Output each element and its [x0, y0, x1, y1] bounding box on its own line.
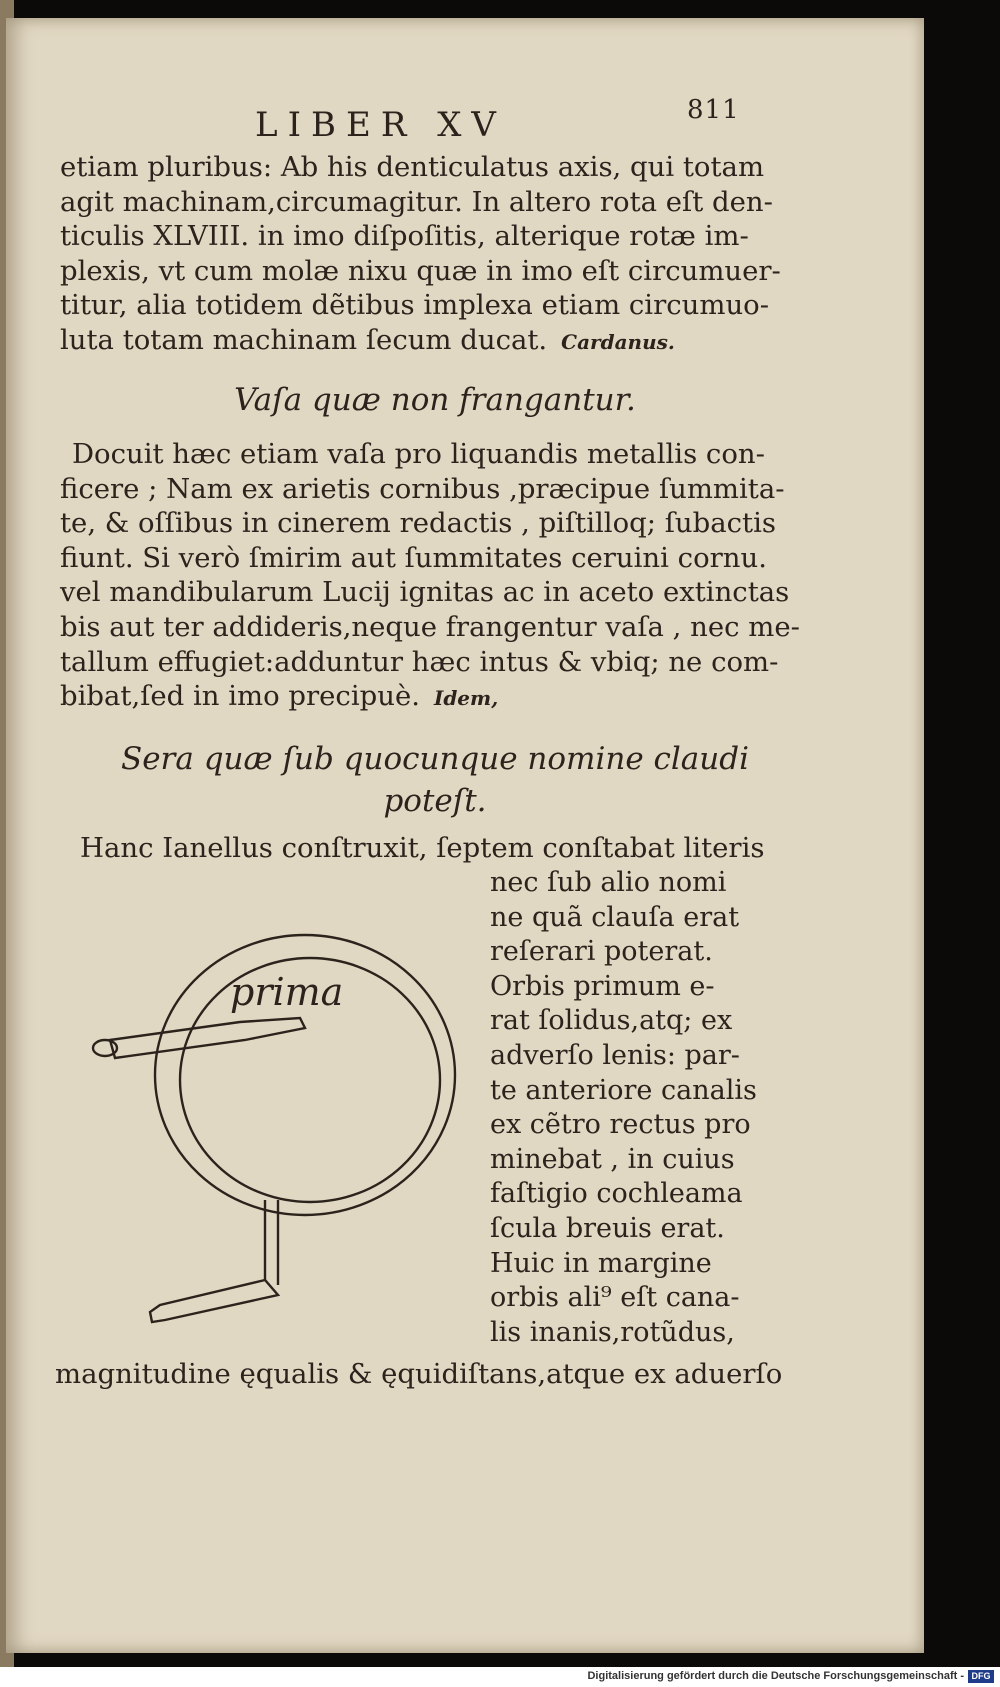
text-line: agit machinam,circumagitur. In altero rota eſt den- — [60, 185, 773, 218]
dfg-logo: DFG — [968, 1670, 994, 1683]
text-line: ficere ; Nam ex arietis cornibus ,præcipue ſummita- — [60, 472, 785, 505]
text-line: orbis ali⁹ eſt cana- — [490, 1282, 740, 1314]
heading-line: Sera quæ ſub quocunque nomine claudi — [120, 741, 750, 777]
paragraph-2 — [60, 437, 800, 716]
text-line: te anteriore canalis — [490, 1074, 757, 1106]
paragraph-3-first-line: Hanc Ianellus conſtruxit, ſeptem conſtabat literis — [80, 832, 765, 864]
text-line: nec ſub alio nomi — [490, 867, 727, 898]
text-line: reſerari poterat. — [490, 936, 713, 968]
citation: Cardanus. — [561, 329, 675, 354]
lock-figure — [80, 900, 490, 1330]
footer-bar — [0, 1667, 1000, 1687]
paragraph-1 — [60, 150, 781, 360]
text-line: adverſo lenis: par- — [490, 1039, 740, 1071]
section-heading-2 — [0, 738, 870, 822]
text-line: bibat,ſed in imo precipuè. — [60, 680, 420, 713]
text-line-last — [60, 679, 740, 716]
lower-canal — [150, 1280, 278, 1322]
paragraph-3-last-line: magnitudine ęqualis & ęquidiſtans,atque ex aduerſo — [55, 1358, 783, 1390]
text-line: tallum effugiet:adduntur hæc intus & vbiq; ne com- — [60, 645, 779, 678]
figure-label: prima — [230, 970, 344, 1014]
text-line-last — [60, 323, 740, 360]
text-line: minebat , in cuius — [490, 1143, 735, 1175]
text-line: Huic in margine — [490, 1247, 712, 1279]
page-number: 811 — [687, 95, 740, 125]
text-line: titur, alia totidem dẽtibus implexa etiam circumuo- — [60, 289, 769, 322]
text-line: luta totam machinam ſecum ducat. — [60, 323, 548, 356]
text-line: faſtigio cochleama — [490, 1178, 743, 1210]
text-line: ticulis XLVIII. in imo diſpoſitis, alterique rotæ im- — [60, 220, 749, 253]
header-title: LIBER XV — [255, 105, 506, 145]
text-line: plexis, vt cum molæ nixu quæ in imo eſt circumuer- — [60, 254, 781, 287]
paragraph-3-column — [490, 866, 757, 1350]
text-line: etiam pluribus: Ab his denticulatus axis, qui totam — [60, 151, 765, 183]
text-line: bis aut ter addideris,neque frangentur vaſa , nec me- — [60, 610, 800, 643]
heading-line: poteſt. — [383, 783, 487, 819]
text-line: ex cẽtro rectus pro — [490, 1109, 751, 1141]
section-heading-1: Vaſa quæ non frangantur. — [234, 382, 636, 418]
citation: Idem, — [433, 686, 499, 711]
text-line: vel mandibularum Lucij ignitas ac in aceto extinctas — [60, 576, 790, 609]
text-line: te, & oſſibus in cinerem redactis , piſtilloq; ſubactis — [60, 507, 777, 540]
text-line: ne quã clauſa erat — [490, 901, 740, 933]
text-line: ſcula breuis erat. — [490, 1212, 725, 1244]
text-line: Orbis primum e- — [490, 970, 715, 1002]
footer-text: Digitalisierung gefördert durch die Deutsche Forschungsgemeinschaft - — [587, 1670, 964, 1682]
text-line: fiunt. Si verò ſmirim aut ſummitates ceruini cornu. — [60, 541, 767, 574]
text-line: rat ſolidus,atq; ex — [490, 1005, 733, 1037]
radial-canal — [110, 1018, 305, 1058]
text-line: lis inanis,rotũdus, — [490, 1316, 735, 1348]
text-line: Docuit hæc etiam vaſa pro liquandis metallis con- — [72, 438, 765, 470]
